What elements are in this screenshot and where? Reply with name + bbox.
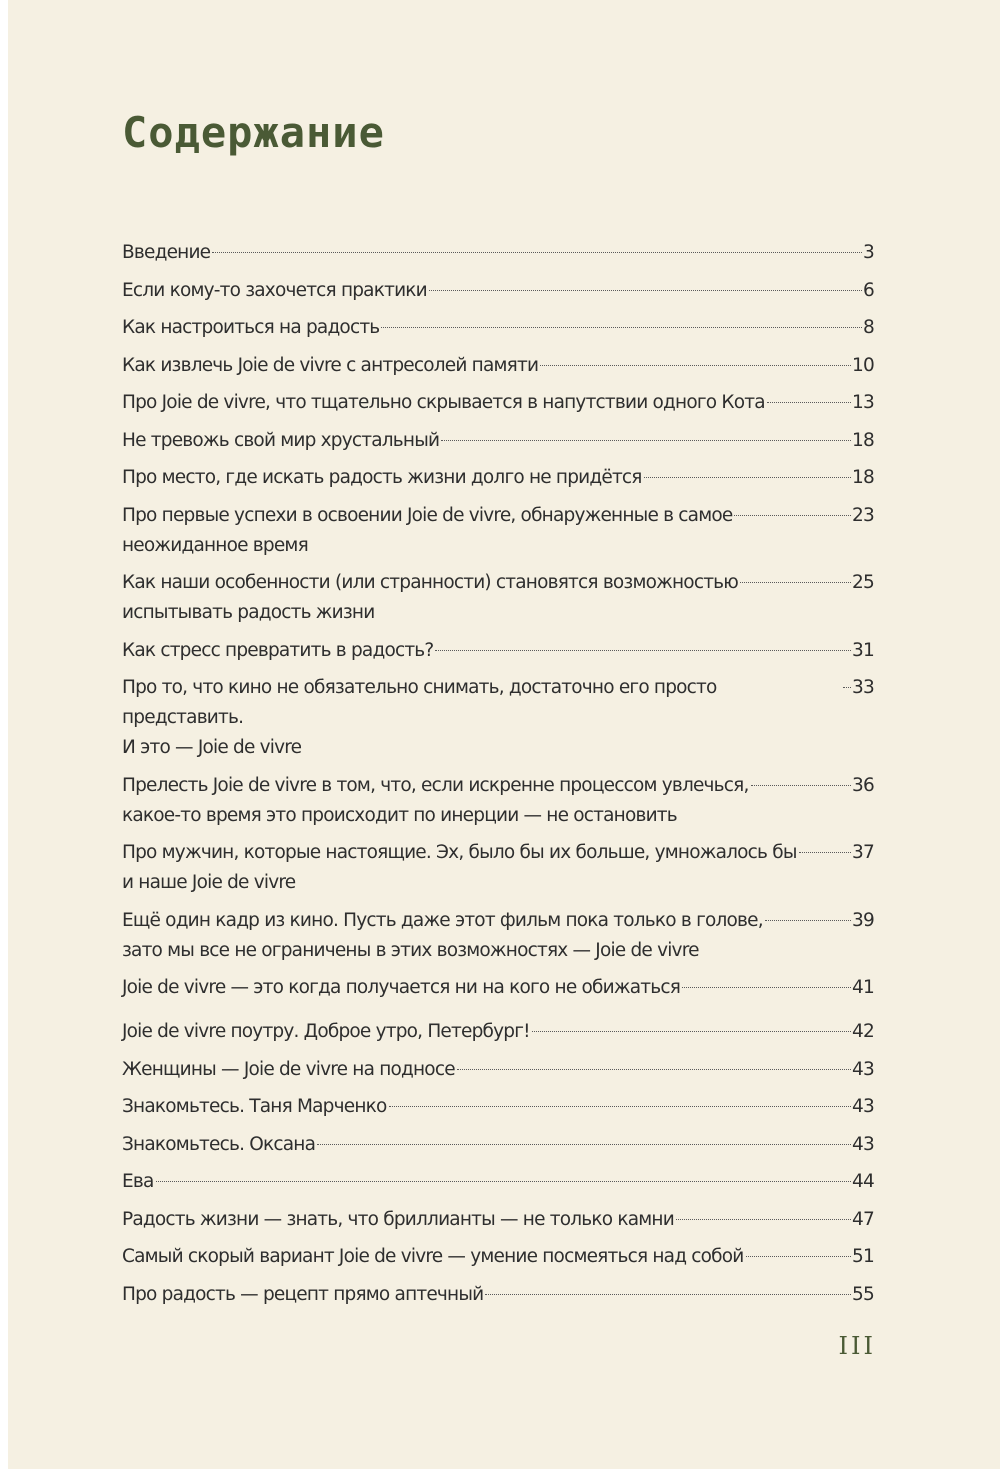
toc-entry-title: Знакомьтесь. Оксана <box>122 1133 316 1155</box>
toc-page-number: 44 <box>852 1171 874 1192</box>
dot-leader <box>485 1294 851 1295</box>
dot-leader <box>740 582 851 583</box>
toc-page-number: 47 <box>852 1208 874 1230</box>
toc-entry[interactable] <box>122 1055 874 1085</box>
toc-entry-title: Женщины — Joie de vivre на подносе <box>122 1058 455 1080</box>
toc-entry-title: Введение <box>122 242 211 263</box>
toc-page-number: 23 <box>852 504 874 526</box>
toc-entry[interactable] <box>122 1242 874 1272</box>
toc-page-number: 18 <box>852 467 874 488</box>
toc-entry[interactable] <box>122 1092 874 1122</box>
toc-entry[interactable] <box>122 313 874 343</box>
toc-entry[interactable] <box>122 973 874 1003</box>
toc-entry-title: Как наши особенности (или странности) становятся возможностью испытывать радость жизни <box>122 572 739 623</box>
toc-entry-title: Про первые успехи в освоении Joie de vivre, обнаруженные в самое неожиданное время <box>122 504 733 556</box>
toc-entry[interactable] <box>122 276 874 306</box>
toc-page-number: 8 <box>863 317 874 338</box>
toc-entry[interactable] <box>122 388 874 418</box>
dot-leader <box>389 1106 852 1107</box>
toc-page-number: 37 <box>852 842 874 863</box>
toc-entry-title: Радость жизни — знать, что бриллианты — не только камни <box>122 1208 674 1230</box>
toc-page-number: 3 <box>863 242 874 263</box>
dot-leader <box>540 365 851 366</box>
toc-entry[interactable] <box>122 501 874 561</box>
toc-entry[interactable] <box>122 1167 874 1197</box>
toc-page-number: 43 <box>852 1133 874 1155</box>
toc-page-number: 6 <box>863 279 874 301</box>
toc-entry-title: Про Joie de vivre, что тщательно скрывается в напутствии одного Кота <box>122 392 765 413</box>
dot-leader <box>156 1181 852 1182</box>
toc-page-number: 25 <box>852 572 874 593</box>
dot-leader <box>765 920 851 921</box>
dot-leader <box>429 290 862 291</box>
dot-leader <box>317 1144 851 1145</box>
toc-entry-title: Как стресс превратить в радость? <box>122 639 434 661</box>
dot-leader <box>441 440 851 441</box>
dot-leader <box>767 402 851 403</box>
toc-entry-title: Про то, что кино не обязательно снимать, достаточно его просто представить. И это — Joie de vivre <box>122 677 717 758</box>
dot-leader <box>843 687 851 688</box>
toc-entry-title: Как извлечь Joie de vivre с антресолей памяти <box>122 354 539 376</box>
toc-entry-title: Если кому-то захочется практики <box>122 279 427 301</box>
dot-leader <box>532 1031 851 1032</box>
toc-entry[interactable] <box>122 1205 874 1235</box>
dot-leader <box>734 515 851 516</box>
toc-page-number: 10 <box>852 354 874 376</box>
toc-entry-title: Прелесть Joie de vivre в том, что, если искренне процессом увлечься, какое-то время это происходит по инерции — не остановить <box>122 774 749 826</box>
toc-entry-title: Про мужчин, которые настоящие. Эх, было бы их больше, умножалось бы и наше Joie de vivre <box>122 842 797 893</box>
page-title: Содержание <box>122 108 385 157</box>
dot-leader <box>799 852 851 853</box>
toc-entry[interactable] <box>122 1280 874 1310</box>
toc-entry[interactable] <box>122 771 874 831</box>
toc-entry[interactable] <box>122 1130 874 1160</box>
toc-entry-title: Про радость — рецепт прямо аптечный <box>122 1283 484 1305</box>
table-of-contents <box>122 238 874 1317</box>
dot-leader <box>751 785 851 786</box>
toc-entry-title: Joie de vivre — это когда получается ни на кого не обижаться <box>122 977 681 998</box>
toc-entry[interactable] <box>122 906 874 966</box>
toc-entry-title: Ещё один кадр из кино. Пусть даже этот фильм пока только в голове, зато мы все не ограничены в этих возможностях — Joie de vivre <box>122 909 763 961</box>
toc-entry[interactable] <box>122 636 874 666</box>
toc-page-number: 42 <box>852 1021 874 1042</box>
dot-leader <box>676 1219 851 1220</box>
dot-leader <box>746 1256 852 1257</box>
toc-entry[interactable] <box>122 463 874 493</box>
toc-page-number: 33 <box>852 677 874 698</box>
toc-entry[interactable] <box>122 351 874 381</box>
toc-entry[interactable] <box>122 838 874 898</box>
dot-leader <box>644 477 851 478</box>
toc-entry-title: Как настроиться на радость <box>122 317 380 338</box>
toc-entry-title: Joie de vivre поутру. Доброе утро, Петербург! <box>122 1021 530 1042</box>
toc-page-number: 43 <box>852 1096 874 1117</box>
toc-entry[interactable] <box>122 426 874 456</box>
toc-entry-title: Самый скорый вариант Joie de vivre — умение посмеяться над собой <box>122 1246 744 1267</box>
page-folio: III <box>838 1332 876 1360</box>
toc-entry-title: Знакомьтесь. Таня Марченко <box>122 1096 387 1117</box>
toc-page-number: 18 <box>852 429 874 451</box>
toc-entry-title: Ева <box>122 1171 154 1192</box>
dot-leader <box>381 327 862 328</box>
toc-page-number: 55 <box>852 1283 874 1305</box>
toc-page-number: 41 <box>852 977 874 998</box>
toc-entry-title: Не тревожь свой мир хрустальный <box>122 429 440 451</box>
toc-page-number: 13 <box>852 392 874 413</box>
toc-entry[interactable] <box>122 568 874 628</box>
toc-entry[interactable] <box>122 1017 874 1047</box>
toc-entry[interactable] <box>122 673 874 763</box>
book-page <box>8 0 1000 1469</box>
toc-page-number: 51 <box>852 1246 874 1267</box>
dot-leader <box>435 650 851 651</box>
dot-leader <box>212 252 862 253</box>
toc-page-number: 31 <box>852 639 874 661</box>
toc-entry[interactable] <box>122 238 874 268</box>
dot-leader <box>457 1069 851 1070</box>
toc-page-number: 39 <box>852 909 874 931</box>
toc-page-number: 43 <box>852 1058 874 1080</box>
toc-page-number: 36 <box>852 774 874 796</box>
toc-entry-title: Про место, где искать радость жизни долго не придётся <box>122 467 642 488</box>
dot-leader <box>682 987 851 988</box>
